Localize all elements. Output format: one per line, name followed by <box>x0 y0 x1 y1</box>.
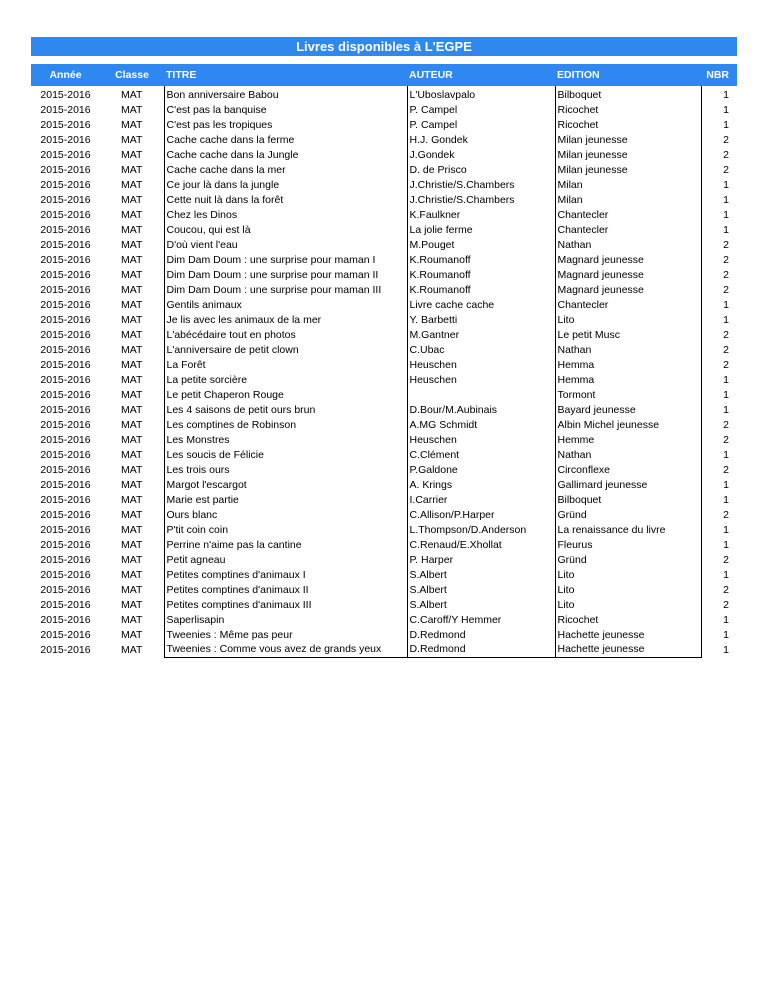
cell-titre: Petites comptines d'animaux I <box>164 567 407 582</box>
cell-annee: 2015-2016 <box>40 253 91 266</box>
cell-auteur: D.Redmond <box>407 642 555 657</box>
table-row <box>31 537 737 552</box>
table-row <box>31 102 737 117</box>
cell-edition: Nathan <box>555 237 701 252</box>
cell-classe: MAT <box>121 313 143 326</box>
cell-edition: Albin Michel jeunesse <box>555 417 701 432</box>
cell-classe: MAT <box>121 163 143 176</box>
cell-titre: Les comptines de Robinson <box>164 417 407 432</box>
cell-auteur: M.Pouget <box>407 237 555 252</box>
cell-annee: 2015-2016 <box>40 193 91 206</box>
cell-auteur: I.Carrier <box>407 492 555 507</box>
cell-nbr: 1 <box>723 193 729 206</box>
cell-annee: 2015-2016 <box>40 583 91 596</box>
cell-auteur: M.Gantner <box>407 327 555 342</box>
cell-nbr: 1 <box>723 493 729 506</box>
cell-edition: Nathan <box>555 447 701 462</box>
cell-classe: MAT <box>121 403 143 416</box>
cell-classe: MAT <box>121 493 143 506</box>
table-row <box>31 567 737 582</box>
cell-auteur: P. Harper <box>407 552 555 567</box>
cell-annee: 2015-2016 <box>40 268 91 281</box>
cell-nbr: 2 <box>723 268 729 281</box>
table-row <box>31 372 737 387</box>
cell-classe: MAT <box>121 328 143 341</box>
cell-auteur: Heuschen <box>407 357 555 372</box>
cell-titre: Ours blanc <box>164 507 407 522</box>
cell-nbr: 1 <box>723 118 729 131</box>
cell-classe: MAT <box>121 343 143 356</box>
cell-auteur: A. Krings <box>407 477 555 492</box>
cell-auteur: Heuschen <box>407 372 555 387</box>
table-row <box>31 237 737 252</box>
cell-annee: 2015-2016 <box>40 613 91 626</box>
books-table <box>31 64 737 658</box>
cell-titre: Les 4 saisons de petit ours brun <box>164 402 407 417</box>
cell-annee: 2015-2016 <box>40 598 91 611</box>
cell-titre: Saperlisapin <box>164 612 407 627</box>
cell-edition: Chantecler <box>555 207 701 222</box>
cell-nbr: 2 <box>723 418 729 431</box>
cell-annee: 2015-2016 <box>40 328 91 341</box>
cell-nbr: 2 <box>723 463 729 476</box>
cell-auteur: L'Uboslavpalo <box>407 86 555 102</box>
cell-edition: Gallimard jeunesse <box>555 477 701 492</box>
table-row <box>31 297 737 312</box>
cell-nbr: 2 <box>723 148 729 161</box>
cell-titre: D'où vient l'eau <box>164 237 407 252</box>
cell-titre: Marie est partie <box>164 492 407 507</box>
cell-edition: Fleurus <box>555 537 701 552</box>
cell-classe: MAT <box>121 463 143 476</box>
table-row <box>31 492 737 507</box>
cell-nbr: 1 <box>723 373 729 386</box>
cell-classe: MAT <box>121 553 143 566</box>
cell-nbr: 2 <box>723 358 729 371</box>
cell-edition: Magnard jeunesse <box>555 252 701 267</box>
table-row <box>31 597 737 612</box>
cell-classe: MAT <box>121 418 143 431</box>
cell-nbr: 2 <box>723 253 729 266</box>
cell-auteur: C.Allison/P.Harper <box>407 507 555 522</box>
cell-nbr: 2 <box>723 508 729 521</box>
cell-edition: Hemma <box>555 357 701 372</box>
table-row <box>31 552 737 567</box>
cell-classe: MAT <box>121 523 143 536</box>
table-row <box>31 132 737 147</box>
cell-auteur: D.Redmond <box>407 627 555 642</box>
cell-edition: Circonflexe <box>555 462 701 477</box>
cell-auteur: K.Faulkner <box>407 207 555 222</box>
cell-nbr: 1 <box>723 628 729 641</box>
cell-auteur: C.Ubac <box>407 342 555 357</box>
table-row <box>31 417 737 432</box>
cell-classe: MAT <box>121 148 143 161</box>
cell-nbr: 2 <box>723 328 729 341</box>
cell-auteur: S.Albert <box>407 582 555 597</box>
cell-edition: Chantecler <box>555 297 701 312</box>
cell-classe: MAT <box>121 643 143 656</box>
cell-classe: MAT <box>121 268 143 281</box>
cell-auteur: A.MG Schmidt <box>407 417 555 432</box>
cell-classe: MAT <box>121 433 143 446</box>
cell-edition: Nathan <box>555 342 701 357</box>
cell-nbr: 1 <box>723 538 729 551</box>
cell-edition: Tormont <box>555 387 701 402</box>
cell-annee: 2015-2016 <box>40 478 91 491</box>
table-row <box>31 222 737 237</box>
cell-titre: Petit agneau <box>164 552 407 567</box>
cell-titre: Tweenies : Comme vous avez de grands yeux <box>164 642 407 657</box>
table-row <box>31 462 737 477</box>
cell-annee: 2015-2016 <box>40 118 91 131</box>
cell-annee: 2015-2016 <box>40 418 91 431</box>
cell-edition: Gründ <box>555 507 701 522</box>
cell-edition: Milan jeunesse <box>555 162 701 177</box>
cell-auteur: K.Roumanoff <box>407 252 555 267</box>
cell-edition: Magnard jeunesse <box>555 282 701 297</box>
cell-edition: La renaissance du livre <box>555 522 701 537</box>
cell-annee: 2015-2016 <box>40 178 91 191</box>
cell-annee: 2015-2016 <box>40 373 91 386</box>
table-row <box>31 177 737 192</box>
cell-edition: Magnard jeunesse <box>555 267 701 282</box>
cell-titre: Cache cache dans la mer <box>164 162 407 177</box>
cell-nbr: 1 <box>723 313 729 326</box>
cell-edition: Chantecler <box>555 222 701 237</box>
cell-titre: Ce jour là dans la jungle <box>164 177 407 192</box>
cell-classe: MAT <box>121 388 143 401</box>
cell-annee: 2015-2016 <box>40 238 91 251</box>
cell-titre: Dim Dam Doum : une surprise pour maman III <box>164 282 407 297</box>
cell-edition: Bilboquet <box>555 492 701 507</box>
page-title: Livres disponibles à L'EGPE <box>31 37 737 56</box>
header-nbr: NBR <box>706 69 729 81</box>
cell-edition: Lito <box>555 312 701 327</box>
cell-nbr: 1 <box>723 89 729 101</box>
cell-titre: Bon anniversaire Babou <box>164 86 407 102</box>
cell-edition: Ricochet <box>555 117 701 132</box>
cell-nbr: 2 <box>723 433 729 446</box>
cell-auteur: K.Roumanoff <box>407 267 555 282</box>
cell-titre: Perrine n'aime pas la cantine <box>164 537 407 552</box>
cell-annee: 2015-2016 <box>40 538 91 551</box>
cell-titre: Les trois ours <box>164 462 407 477</box>
table-row <box>31 582 737 597</box>
cell-edition: Lito <box>555 597 701 612</box>
table-row <box>31 642 737 657</box>
cell-nbr: 1 <box>723 388 729 401</box>
cell-edition: Hemma <box>555 372 701 387</box>
cell-edition: Milan <box>555 192 701 207</box>
cell-annee: 2015-2016 <box>40 148 91 161</box>
cell-titre: C'est pas la banquise <box>164 102 407 117</box>
cell-titre: Tweenies : Même pas peur <box>164 627 407 642</box>
cell-nbr: 2 <box>723 583 729 596</box>
cell-nbr: 2 <box>723 238 729 251</box>
cell-classe: MAT <box>121 103 143 116</box>
cell-edition: Milan jeunesse <box>555 132 701 147</box>
cell-classe: MAT <box>121 613 143 626</box>
cell-edition: Ricochet <box>555 612 701 627</box>
cell-titre: Coucou, qui est là <box>164 222 407 237</box>
cell-titre: Les Monstres <box>164 432 407 447</box>
cell-annee: 2015-2016 <box>40 343 91 356</box>
cell-classe: MAT <box>121 193 143 206</box>
cell-titre: La Forêt <box>164 357 407 372</box>
table-row <box>31 402 737 417</box>
cell-nbr: 2 <box>723 553 729 566</box>
cell-titre: Cache cache dans la ferme <box>164 132 407 147</box>
cell-annee: 2015-2016 <box>40 163 91 176</box>
cell-classe: MAT <box>121 628 143 641</box>
cell-titre: Cache cache dans la Jungle <box>164 147 407 162</box>
cell-annee: 2015-2016 <box>40 643 91 656</box>
header-titre: TITRE <box>166 69 197 81</box>
cell-classe: MAT <box>121 583 143 596</box>
cell-auteur: D.Bour/M.Aubinais <box>407 402 555 417</box>
cell-edition: Milan jeunesse <box>555 147 701 162</box>
cell-nbr: 2 <box>723 598 729 611</box>
cell-nbr: 1 <box>723 478 729 491</box>
table-row <box>31 522 737 537</box>
cell-auteur: La jolie ferme <box>407 222 555 237</box>
cell-auteur: C.Clément <box>407 447 555 462</box>
cell-edition: Hachette jeunesse <box>555 642 701 657</box>
cell-classe: MAT <box>121 508 143 521</box>
cell-annee: 2015-2016 <box>40 223 91 236</box>
table-row <box>31 312 737 327</box>
cell-auteur: J.Christie/S.Chambers <box>407 177 555 192</box>
cell-annee: 2015-2016 <box>40 403 91 416</box>
cell-classe: MAT <box>121 358 143 371</box>
cell-nbr: 1 <box>723 568 729 581</box>
cell-annee: 2015-2016 <box>40 313 91 326</box>
table-row <box>31 147 737 162</box>
cell-annee: 2015-2016 <box>40 89 91 101</box>
cell-classe: MAT <box>121 568 143 581</box>
cell-nbr: 1 <box>723 403 729 416</box>
cell-titre: Dim Dam Doum : une surprise pour maman I <box>164 252 407 267</box>
cell-annee: 2015-2016 <box>40 553 91 566</box>
cell-nbr: 1 <box>723 103 729 116</box>
cell-titre: Petites comptines d'animaux II <box>164 582 407 597</box>
table-row <box>31 86 737 102</box>
cell-classe: MAT <box>121 373 143 386</box>
cell-nbr: 1 <box>723 223 729 236</box>
cell-auteur: J.Gondek <box>407 147 555 162</box>
cell-titre: Le petit Chaperon Rouge <box>164 387 407 402</box>
cell-auteur <box>407 387 555 402</box>
cell-nbr: 2 <box>723 163 729 176</box>
table-header-row <box>31 64 737 86</box>
cell-classe: MAT <box>121 178 143 191</box>
table-row <box>31 327 737 342</box>
cell-auteur: P. Campel <box>407 102 555 117</box>
cell-titre: Chez les Dinos <box>164 207 407 222</box>
cell-nbr: 1 <box>723 298 729 311</box>
cell-nbr: 2 <box>723 283 729 296</box>
cell-auteur: C.Caroff/Y Hemmer <box>407 612 555 627</box>
cell-classe: MAT <box>121 208 143 221</box>
table-row <box>31 207 737 222</box>
cell-nbr: 1 <box>723 448 729 461</box>
table-row <box>31 192 737 207</box>
cell-edition: Milan <box>555 177 701 192</box>
cell-annee: 2015-2016 <box>40 463 91 476</box>
cell-edition: Lito <box>555 567 701 582</box>
cell-titre: P'tit coin coin <box>164 522 407 537</box>
cell-auteur: P. Campel <box>407 117 555 132</box>
cell-auteur: Heuschen <box>407 432 555 447</box>
cell-classe: MAT <box>121 118 143 131</box>
cell-annee: 2015-2016 <box>40 388 91 401</box>
cell-auteur: S.Albert <box>407 597 555 612</box>
cell-auteur: S.Albert <box>407 567 555 582</box>
table-row <box>31 612 737 627</box>
cell-titre: Les soucis de Félicie <box>164 447 407 462</box>
cell-titre: Je lis avec les animaux de la mer <box>164 312 407 327</box>
cell-titre: La petite sorcière <box>164 372 407 387</box>
cell-titre: Dim Dam Doum : une surprise pour maman II <box>164 267 407 282</box>
cell-classe: MAT <box>121 253 143 266</box>
table-row <box>31 357 737 372</box>
cell-titre: Cette nuit là dans la forêt <box>164 192 407 207</box>
header-classe: Classe <box>115 69 149 81</box>
table-row <box>31 432 737 447</box>
cell-annee: 2015-2016 <box>40 358 91 371</box>
cell-annee: 2015-2016 <box>40 103 91 116</box>
cell-classe: MAT <box>121 283 143 296</box>
cell-annee: 2015-2016 <box>40 493 91 506</box>
cell-classe: MAT <box>121 223 143 236</box>
header-edition: EDITION <box>557 69 600 81</box>
cell-titre: Gentils animaux <box>164 297 407 312</box>
cell-nbr: 1 <box>723 643 729 656</box>
table-row <box>31 387 737 402</box>
cell-titre: L'anniversaire de petit clown <box>164 342 407 357</box>
cell-annee: 2015-2016 <box>40 568 91 581</box>
cell-annee: 2015-2016 <box>40 208 91 221</box>
cell-classe: MAT <box>121 298 143 311</box>
cell-auteur: L.Thompson/D.Anderson <box>407 522 555 537</box>
table-row <box>31 282 737 297</box>
cell-titre: Margot l'escargot <box>164 477 407 492</box>
cell-annee: 2015-2016 <box>40 298 91 311</box>
cell-classe: MAT <box>121 238 143 251</box>
cell-auteur: H.J. Gondek <box>407 132 555 147</box>
header-auteur: AUTEUR <box>409 69 453 81</box>
cell-auteur: K.Roumanoff <box>407 282 555 297</box>
cell-edition: Bilboquet <box>555 86 701 102</box>
cell-nbr: 1 <box>723 178 729 191</box>
cell-annee: 2015-2016 <box>40 133 91 146</box>
cell-auteur: P.Galdone <box>407 462 555 477</box>
cell-annee: 2015-2016 <box>40 508 91 521</box>
cell-edition: Le petit Musc <box>555 327 701 342</box>
cell-auteur: D. de Prisco <box>407 162 555 177</box>
table-row <box>31 252 737 267</box>
table-row <box>31 627 737 642</box>
table-body <box>31 86 737 657</box>
cell-edition: Hachette jeunesse <box>555 627 701 642</box>
cell-titre: L'abécédaire tout en photos <box>164 327 407 342</box>
cell-titre: Petites comptines d'animaux III <box>164 597 407 612</box>
table-row <box>31 117 737 132</box>
cell-nbr: 1 <box>723 613 729 626</box>
cell-nbr: 2 <box>723 133 729 146</box>
cell-auteur: Livre cache cache <box>407 297 555 312</box>
cell-edition: Lito <box>555 582 701 597</box>
cell-nbr: 1 <box>723 208 729 221</box>
cell-titre: C'est pas les tropiques <box>164 117 407 132</box>
table-row <box>31 342 737 357</box>
cell-classe: MAT <box>121 89 143 101</box>
cell-annee: 2015-2016 <box>40 433 91 446</box>
header-annee: Année <box>49 69 82 81</box>
table-row <box>31 477 737 492</box>
cell-classe: MAT <box>121 538 143 551</box>
cell-auteur: J.Christie/S.Chambers <box>407 192 555 207</box>
cell-nbr: 1 <box>723 523 729 536</box>
cell-annee: 2015-2016 <box>40 523 91 536</box>
cell-classe: MAT <box>121 133 143 146</box>
table-row <box>31 267 737 282</box>
cell-edition: Bayard jeunesse <box>555 402 701 417</box>
cell-edition: Hemme <box>555 432 701 447</box>
table-row <box>31 507 737 522</box>
cell-edition: Ricochet <box>555 102 701 117</box>
cell-annee: 2015-2016 <box>40 628 91 641</box>
cell-classe: MAT <box>121 448 143 461</box>
cell-classe: MAT <box>121 598 143 611</box>
cell-nbr: 2 <box>723 343 729 356</box>
cell-annee: 2015-2016 <box>40 448 91 461</box>
table-row <box>31 162 737 177</box>
cell-auteur: Y. Barbetti <box>407 312 555 327</box>
cell-auteur: C.Renaud/E.Xhollat <box>407 537 555 552</box>
cell-annee: 2015-2016 <box>40 283 91 296</box>
cell-classe: MAT <box>121 478 143 491</box>
table-row <box>31 447 737 462</box>
cell-edition: Gründ <box>555 552 701 567</box>
